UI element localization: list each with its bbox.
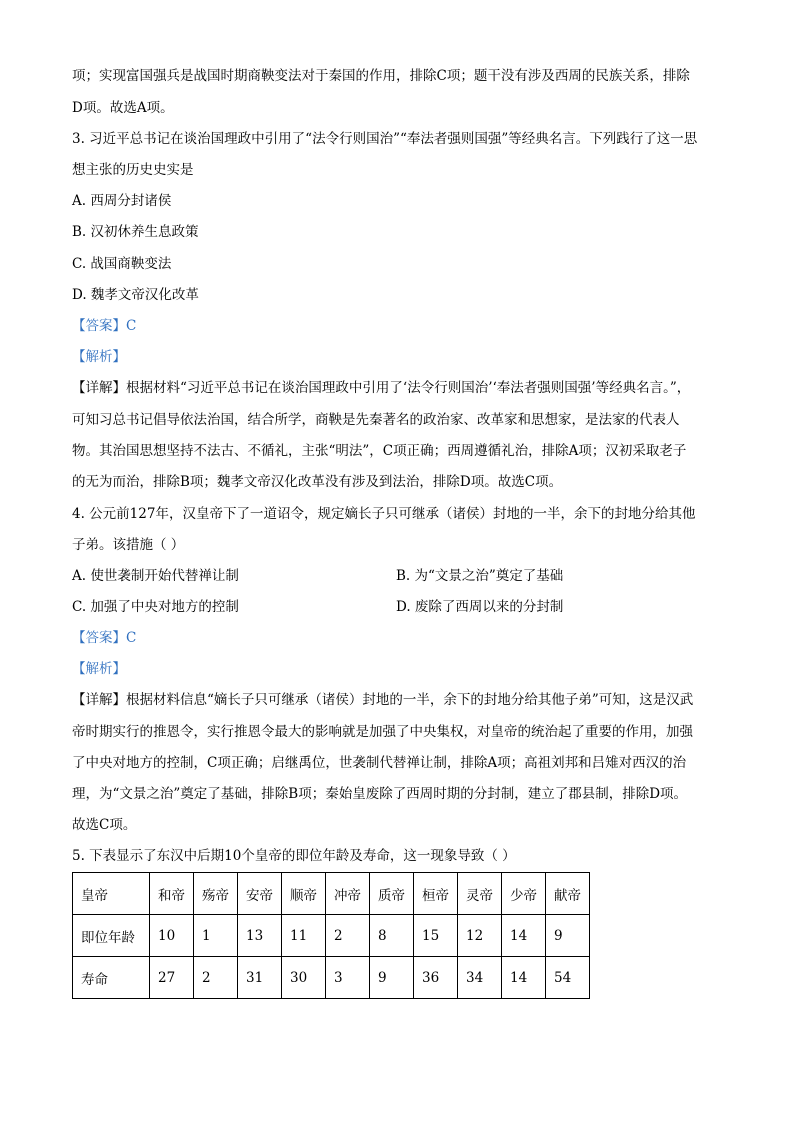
table-cell: 36 <box>414 957 458 999</box>
question-4-stem: 4. 公元前127年，汉皇帝下了一道诏令，规定嫡长子只可继承（诸侯）封地的一半，余下的封地分给其他 <box>72 506 696 522</box>
explanation-line: 【详解】根据材料“习近平总书记在谈治国理政中引用了‘法令行则国治’‘奉法者强则国强’等经典名言。”， <box>72 380 691 396</box>
table-cell: 和帝 <box>150 873 194 915</box>
table-cell: 31 <box>238 957 282 999</box>
table-cell: 质帝 <box>370 873 414 915</box>
option-a: A. 西周分封诸侯 <box>72 193 172 209</box>
table-cell: 顺帝 <box>282 873 326 915</box>
table-cell: 寿命 <box>73 957 150 999</box>
table-cell: 34 <box>458 957 502 999</box>
table-cell: 3 <box>326 957 370 999</box>
table-cell: 30 <box>282 957 326 999</box>
options-row <box>72 597 732 617</box>
table-cell: 2 <box>194 957 238 999</box>
option-c: C. 战国商鞅变法 <box>72 256 172 272</box>
table-cell: 9 <box>546 915 590 957</box>
explanation-line: 了中央对地方的控制，C项正确；启继禹位，世袭制代替禅让制，排除A项；高祖刘邦和吕雉对西汉的治 <box>72 755 687 771</box>
table-cell: 冲帝 <box>326 873 370 915</box>
question-3-stem-cont: 想主张的历史史实是 <box>72 162 194 178</box>
table-cell: 13 <box>238 915 282 957</box>
explanation-line: 的无为而治，排除B项；魏孝文帝汉化改革没有涉及到法治，排除D项。故选C项。 <box>72 474 563 490</box>
text-line: 项；实现富国强兵是战国时期商鞅变法对于秦国的作用，排除C项；题干没有涉及西周的民族关系，排除 <box>72 68 690 84</box>
table-cell: 皇帝 <box>73 873 150 915</box>
analysis-label: 【解析】 <box>72 349 126 365</box>
question-4-stem-cont: 子弟。该措施（ ） <box>72 537 185 553</box>
table-cell: 12 <box>458 915 502 957</box>
table-cell: 献帝 <box>546 873 590 915</box>
table-row <box>73 915 590 957</box>
question-5-stem: 5. 下表显示了东汉中后期10个皇帝的即位年龄及寿命，这一现象导致（ ） <box>72 848 516 864</box>
table-cell: 灵帝 <box>458 873 502 915</box>
explanation-line: 故选C项。 <box>72 817 137 833</box>
table-cell: 即位年龄 <box>73 915 150 957</box>
explanation-line: 可知习总书记倡导依法治国，结合所学，商鞅是先秦著名的政治家、改革家和思想家，是法家的代表人 <box>72 412 680 428</box>
table-cell: 9 <box>370 957 414 999</box>
table-cell: 11 <box>282 915 326 957</box>
answer-label: 【答案】C <box>72 630 137 646</box>
table-cell: 1 <box>194 915 238 957</box>
table-cell: 安帝 <box>238 873 282 915</box>
table-cell: 8 <box>370 915 414 957</box>
emperor-table <box>72 872 590 999</box>
explanation-line: 物。其治国思想坚持不法古、不循礼，主张“明法”，C项正确；西周遵循礼治，排除A项；汉初采取老子 <box>72 443 687 459</box>
question-3-stem: 3. 习近平总书记在谈治国理政中引用了“法令行则国治”“奉法者强则国强”等经典名言。下列践行了这一思 <box>72 131 698 147</box>
table-cell: 桓帝 <box>414 873 458 915</box>
table-cell: 14 <box>502 957 546 999</box>
option-b: B. 为“文景之治”奠定了基础 <box>396 568 564 584</box>
explanation-line: 理，为“文景之治”奠定了基础，排除B项；秦始皇废除了西周时期的分封制，建立了郡县制，排除D项。 <box>72 786 688 802</box>
table-cell: 54 <box>546 957 590 999</box>
option-a: A. 使世袭制开始代替禅让制 <box>72 568 239 584</box>
table-cell: 10 <box>150 915 194 957</box>
answer-label: 【答案】C <box>72 318 137 334</box>
table-cell: 殇帝 <box>194 873 238 915</box>
text-line: D项。故选A项。 <box>72 100 174 116</box>
option-d: D. 废除了西周以来的分封制 <box>396 599 564 615</box>
option-c: C. 加强了中央对地方的控制 <box>72 599 239 615</box>
option-b: B. 汉初休养生息政策 <box>72 224 199 240</box>
analysis-label: 【解析】 <box>72 661 126 677</box>
explanation-line: 【详解】根据材料信息“嫡长子只可继承（诸侯）封地的一半，余下的封地分给其他子弟”可知，这是汉武 <box>72 692 694 708</box>
table-cell: 14 <box>502 915 546 957</box>
explanation-line: 帝时期实行的推恩令，实行推恩令最大的影响就是加强了中央集权，对皇帝的统治起了重要的作用，加强 <box>72 724 693 740</box>
table-cell: 少帝 <box>502 873 546 915</box>
table-row <box>73 873 590 915</box>
options-row <box>72 566 732 586</box>
table-row <box>73 957 590 999</box>
table-cell: 2 <box>326 915 370 957</box>
option-d: D. 魏孝文帝汉化改革 <box>72 287 199 303</box>
table-cell: 15 <box>414 915 458 957</box>
table-cell: 27 <box>150 957 194 999</box>
